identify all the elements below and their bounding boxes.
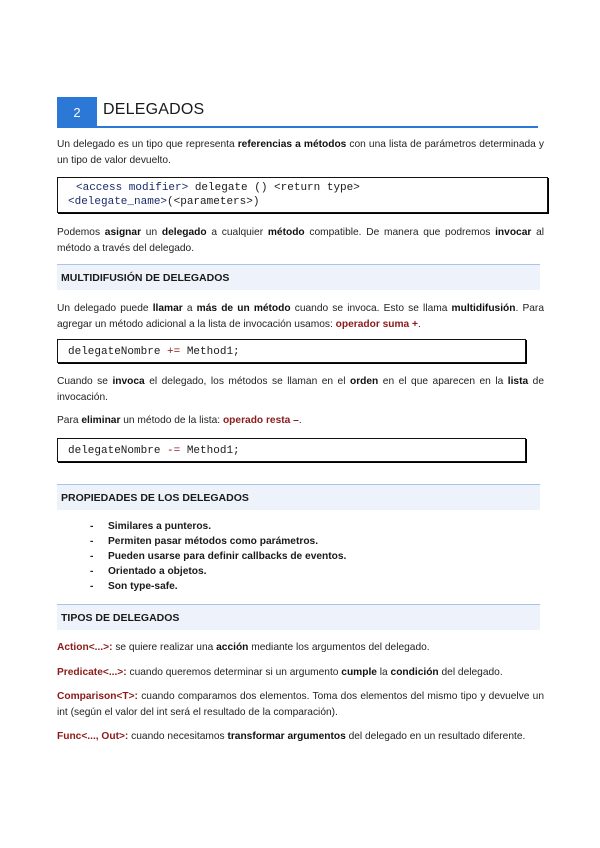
intro-paragraph: Un delegado es un tipo que representa referencias a métodos con una lista de parámetros determinada y un tipo de valor devuelto.	[57, 139, 544, 166]
chapter-divider	[57, 126, 538, 128]
code-block-add-method: delegateNombre += Method1;	[57, 339, 526, 363]
chapter-number: 2	[57, 97, 97, 127]
type-comparison: Comparison<T>: cuando comparamos dos elementos. Toma dos elementos del mismo tipo y devuelve un int (según el valor del int será el resultado de la comparación).	[57, 691, 544, 718]
list-item: - Similares a punteros.	[90, 519, 346, 534]
properties-list	[90, 519, 346, 594]
list-item: - Permiten pasar métodos como parámetros.	[90, 534, 346, 549]
type-action: Action<...>: se quiere realizar una acción mediante los argumentos del delegado.	[57, 642, 430, 653]
invoke-paragraph: Cuando se invoca el delegado, los métodos se llaman en el orden en el que aparecen en la lista de invocación.	[57, 376, 544, 403]
assign-paragraph: Podemos asignar un delegado a cualquier método compatible. De manera que podremos invocar al método a través del delegado.	[57, 227, 545, 254]
list-item: - Orientado a objetos.	[90, 564, 346, 579]
type-func: Func<..., Out>: cuando necesitamos transformar argumentos del delegado en un resultado diferente.	[57, 731, 526, 742]
code-block-remove-method: delegateNombre -= Method1;	[57, 438, 526, 462]
type-predicate: Predicate<...>: cuando queremos determinar si un argumento cumple la condición del delegado.	[57, 667, 503, 678]
section-heading-properties: PROPIEDADES DE LOS DELEGADOS	[57, 484, 540, 510]
list-item: - Son type-safe.	[90, 579, 346, 594]
section-heading-multicast: MULTIDIFUSIÓN DE DELEGADOS	[57, 264, 540, 290]
multicast-paragraph: Un delegado puede llamar a más de un método cuando se invoca. Esto se llama multidifusión. Para agregar un método adicional a la lista de invocación usamos: operador suma +.	[57, 303, 544, 330]
section-heading-types: TIPOS DE DELEGADOS	[57, 604, 540, 630]
code-block-delegate-syntax: <access modifier> delegate () <return type> <delegate_name>(<parameters>)	[57, 177, 548, 213]
remove-paragraph: Para eliminar un método de la lista: operado resta –.	[57, 415, 302, 426]
chapter-title: DELEGADOS	[103, 101, 205, 118]
list-item: - Pueden usarse para definir callbacks de eventos.	[90, 549, 346, 564]
